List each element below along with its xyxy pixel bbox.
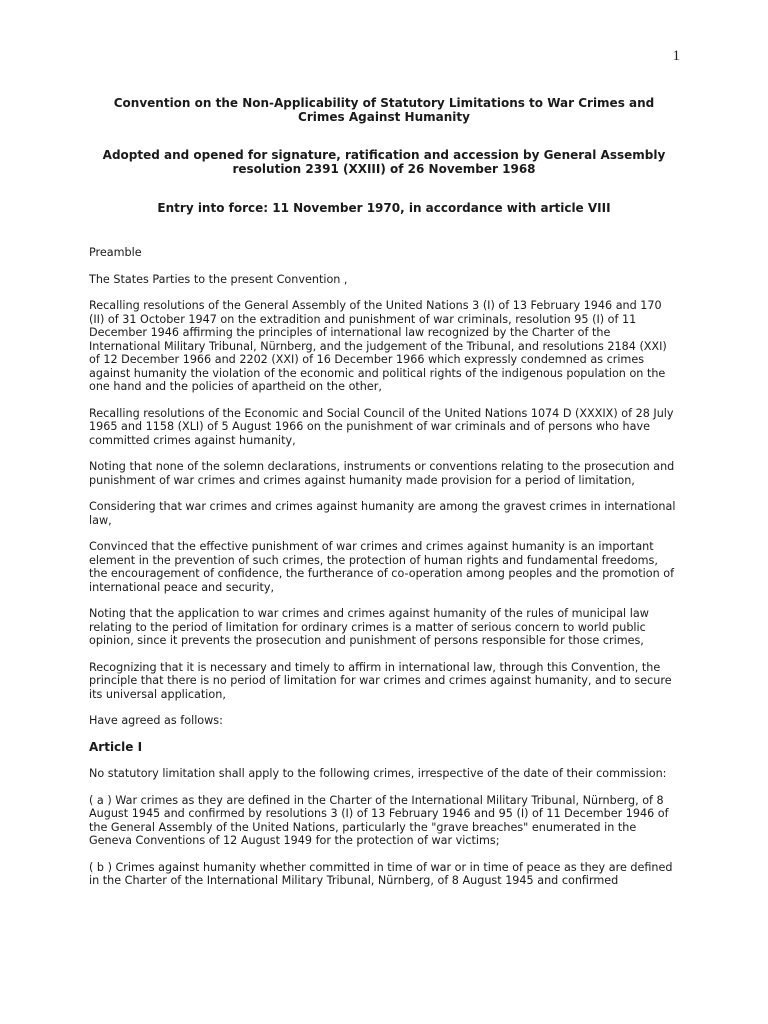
agreement-statement: Have agreed as follows: (89, 714, 223, 727)
preamble-paragraph: Noting that none of the solemn declarations, instruments or conventions relating to the prosecution and punishment of war crimes and crimes against humanity made provision for a period of limitation, (89, 460, 675, 487)
article-item-a: ( a ) War crimes as they are defined in the Charter of the International Military Tribunal, Nürnberg, of 8 August 1945 and confirmed by resolutions 3 (I) of 13 February 1946 and 95 (I) of 11 December 1946 of the General Assembly of the United Nations, particularly the "grave breaches" enumerated in the Geneva Conventions of 12 August 1949 for the protection of war victims; (89, 793, 669, 847)
preamble-heading: Preamble (89, 246, 142, 259)
article-intro: No statutory limitation shall apply to the following crimes, irrespective of the date of their commission: (89, 767, 667, 780)
article-item-b: ( b ) Crimes against humanity whether committed in time of war or in time of peace as they are defined in the Charter of the International Military Tribunal, Nürnberg, of 8 August 1945 and confirmed (89, 860, 673, 887)
preamble-intro: The States Parties to the present Convention , (89, 272, 348, 286)
entry-into-force: Entry into force: 11 November 1970, in accordance with article VIII (157, 201, 611, 215)
article-heading: Article I (89, 739, 143, 754)
document-body (89, 96, 679, 901)
page-number: 1 (672, 48, 680, 64)
adoption-statement: Adopted and opened for signature, ratification and accession by General Assembly resolution 2391 (XXIII) of 26 November 1968 (102, 148, 666, 176)
preamble-paragraph: Recognizing that it is necessary and timely to affirm in international law, through this Convention, the principle that there is no period of limitation for war crimes and crimes against humanity, and to secure its universal application, (89, 660, 672, 701)
document-title: Convention on the Non-Applicability of Statutory Limitations to War Crimes and Crimes Against Humanity (113, 96, 655, 124)
preamble-paragraph: Considering that war crimes and crimes against humanity are among the gravest crimes in international law, (89, 500, 676, 527)
preamble-paragraph: Noting that the application to war crimes and crimes against humanity of the rules of municipal law relating to the period of limitation for ordinary crimes is a matter of serious concern to world public opinion, since it prevents the prosecution and punishment of persons responsible for those crimes, (89, 607, 649, 647)
preamble-paragraph: Recalling resolutions of the Economic and Social Council of the United Nations 1074 D (XXXIX) of 28 July 1965 and 1158 (XLI) of 5 August 1966 on the punishment of war criminals and of persons who have committed crimes against humanity, (89, 406, 674, 447)
preamble-paragraph: Recalling resolutions of the General Assembly of the United Nations 3 (I) of 13 February 1946 and 170 (II) of 31 October 1947 on the extradition and punishment of war criminals, resolution 95 (I) of 11 December 1946 affirming the principles of international law recognized by the Charter of the International Military Tribunal, Nürnberg, and the judgement of the Tribunal, and resolutions 2184 (XXI) of 12 December 1966 and 2202 (XXI) of 16 December 1966 which expressly condemned as crimes against humanity the violation of the economic and political rights of the indigenous population on the one hand and the policies of apartheid on the other, (89, 299, 667, 393)
preamble-paragraph: Convinced that the effective punishment of war crimes and crimes against humanity is an important element in the prevention of such crimes, the protection of human rights and fundamental freedoms, the encouragement of confidence, the furtherance of co-operation among peoples and the promotion of international peace and security, (89, 540, 675, 594)
